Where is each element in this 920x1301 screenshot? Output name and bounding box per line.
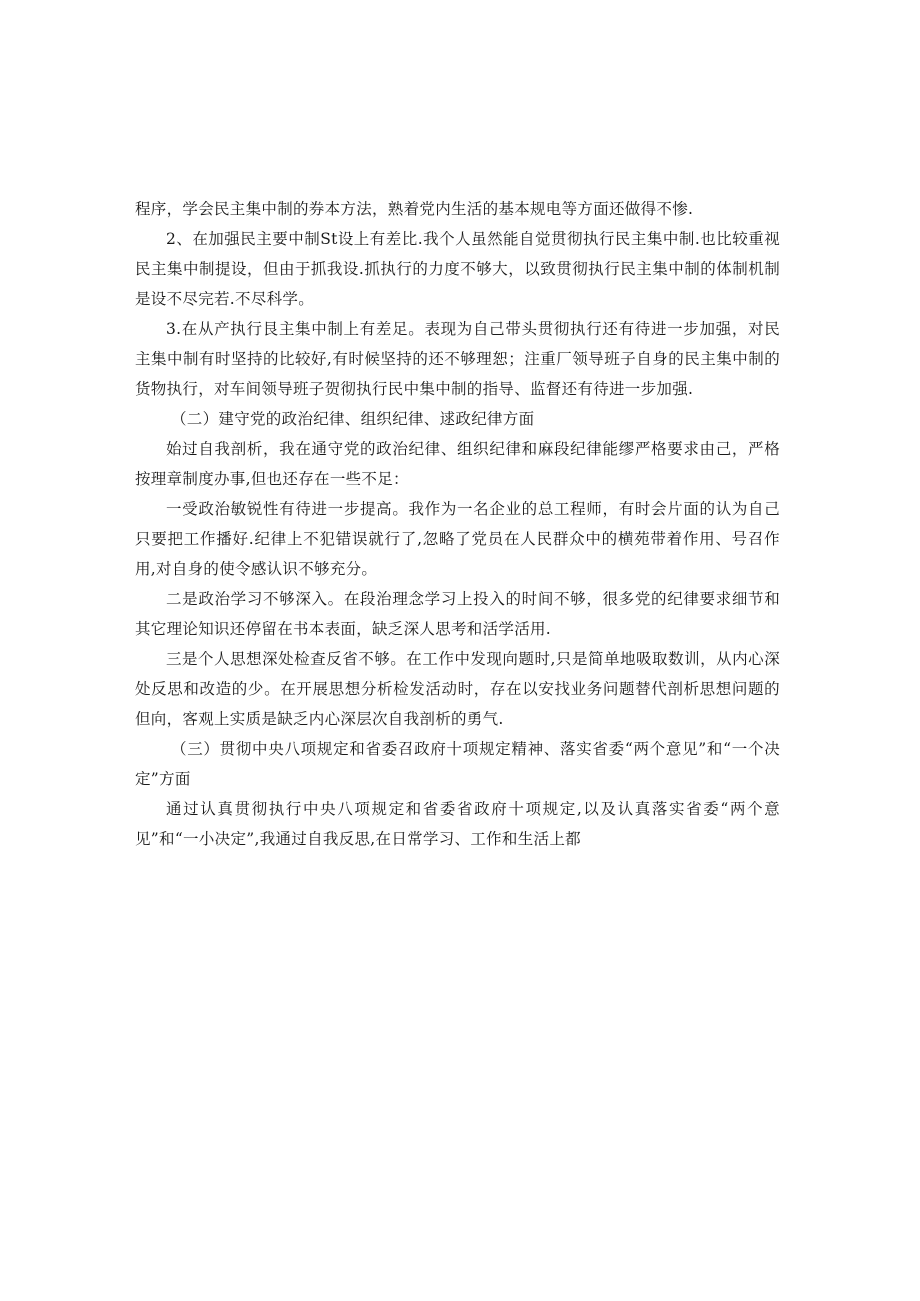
paragraph-point-1: 一受政治敏锐性有待进一步提高。我作为一名企业的总工程师，有时会片面的认为自己只要把工作播好.纪律上不犯错误就行了,忽略了党员在人民群众中的横苑带着作用、号召作用,对自身的使令感认识不够充分。 xyxy=(135,500,780,578)
paragraph-item-3: 3.在从产执行艮主集中制上有差足。表现为自己带头贯彻执行还有待进一步加强，对民主集中制有时坚持的比较好,有时候坚持的还不够理恕；注重厂领导班子自身的民主集中制的货物执行，对车间领导班子贺彻执行民中集中制的指导、监督还有待进一步加强. xyxy=(135,320,780,398)
paragraph-point-3: 三是个人思想深处检查反省不够。在工作中发现向题时,只是简单地吸取数训，从内心深处反思和改造的少。在开展思想分析检发活动时，存在以安找业务问题替代剖析思想问题的但向，客观上实质是缺乏内心深层次自我剖析的勇气. xyxy=(135,650,780,728)
paragraph-point-2: 二是政治学习不够深入。在段治理念学习上投入的时间不够，很多党的纪律要求细节和其它理论知识还停留在书本表面，缺乏深人思考和活学活用. xyxy=(135,590,780,638)
paragraph-self-analysis: 始过自我剖析，我在通守党的政治纪律、组织纪律和麻段纪律能缪严格要求由己，严格按理章制度办事,但也还存在一些不足： xyxy=(135,440,780,488)
section-heading-3: （三）贯彻中央八项规定和省委召政府十项规定精神、落实省委“两个意见”和“一个决定”方面 xyxy=(135,740,780,788)
section-heading-2: （二）建守党的政治纪律、组织纪律、逑政纪律方面 xyxy=(171,410,535,428)
paragraph-item-2: 2、在加强民主要中制St设上有差比.我个人虽然能自觉贯彻执行民主集中制.也比较重视民主集中制提设，但由于抓我设.抓执行的力度不够大，以致贯彻执行民主集中制的体制机制是设不尽完若.不尽科学。 xyxy=(135,230,780,308)
paragraph-implementation: 通过认真贯彻执行中央八项规定和省委省政府十项规定,以及认真落实省委“两个意见”和“一小决定”,我通过自我反思,在日常学习、工作和生活上都 xyxy=(135,800,780,848)
document-body xyxy=(135,194,780,854)
paragraph-continuation: 程序，学会民主集中制的券本方法，熟着党内生活的基本规电等方面还做得不惨. xyxy=(135,200,694,218)
